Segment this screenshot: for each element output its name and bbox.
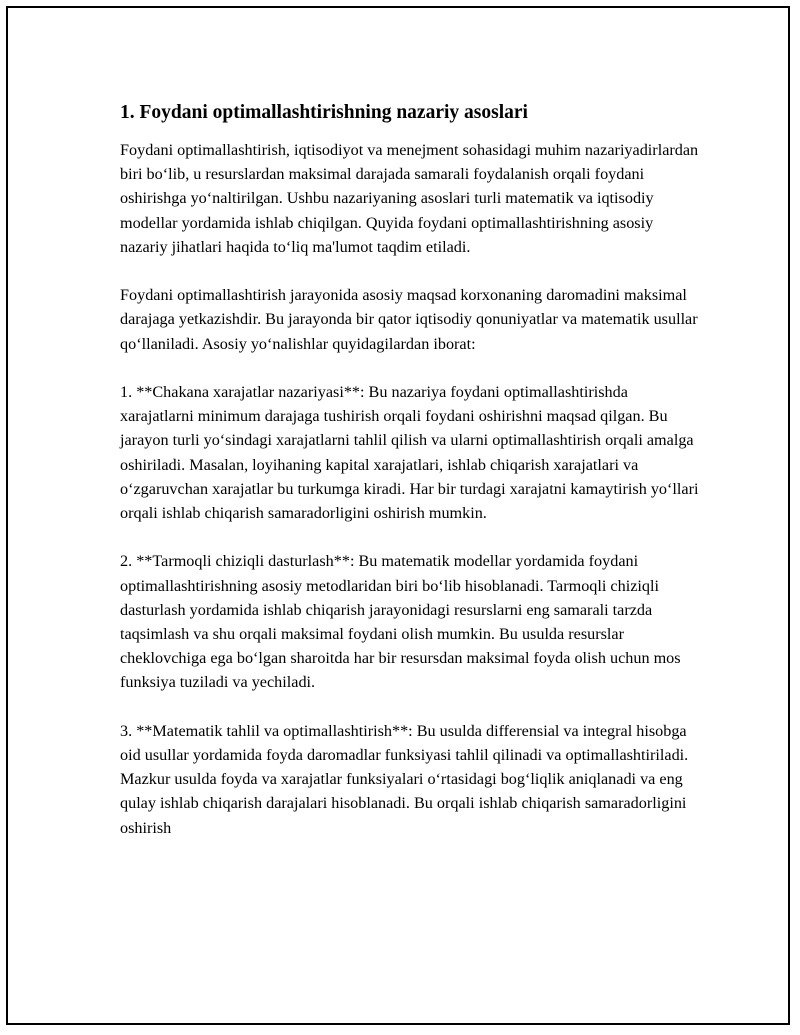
paragraph-item-1: 1. **Chakana xarajatlar nazariyasi**: Bu nazariya foydani optimallashtirishda xarajatlarni minimum darajaga tushirish orqali foydani oshirishni maqsad qilgan. Bu jarayon turli yo‘sindagi xarajatlarni tahlil qilish va ularni optimallashtirish orqali amalga oshiriladi. Masalan, loyihaning kapital xarajatlari, ishlab chiqarish xarajatlari va o‘zgaruvchan xarajatlar bu turkumga kiradi. Har bir turdagi xarajatni kamaytirish yo‘llari orqali ishlab chiqarish samaradorligini oshirish mumkin.	[120, 383, 699, 523]
paragraph-item-2: 2. **Tarmoqli chiziqli dasturlash**: Bu matematik modellar yordamida foydani optimallashtirishning asosiy metodlaridan biri bo‘lib hisoblanadi. Tarmoqli chiziqli dasturlash yordamida ishlab chiqarish jarayonidagi resurslarni eng samarali tarzda taqsimlash va shu orqali maksimal foydani olish mumkin. Bu usulda resurslar cheklovchiga ega bo‘lgan sharoitda har bir resursdan maksimal foyda olish uchun mos funksiya tuziladi va yechiladi.	[120, 552, 681, 692]
document-page	[6, 6, 790, 1025]
section-heading: 1. Foydani optimallashtirishning nazariy asoslari	[120, 102, 528, 123]
paragraph-item-3: 3. **Matematik tahlil va optimallashtirish**: Bu usulda differensial va integral hisobga oid usullar yordamida foyda daromadlar funksiyasi tahlil qilinadi va optimallashtiriladi. Mazkur usulda foyda va xarajatlar funksiyalari o‘rtasidagi bog‘liqlik aniqlanadi va eng qulay ishlab chiqarish darajalari hisoblanadi. Bu orqali ishlab chiqarish samaradorligini oshirish	[120, 721, 689, 837]
document-content	[120, 100, 700, 840]
paragraph-goal: Foydani optimallashtirish jarayonida asosiy maqsad korxonaning daromadini maksimal darajaga yetkazishdir. Bu jarayonda bir qator iqtisodiy qonuniyatlar va matematik usullar qo‘llaniladi. Asosiy yo‘nalishlar quyidagilardan iborat:	[120, 286, 698, 353]
paragraph-intro: Foydani optimallashtirish, iqtisodiyot va menejment sohasidagi muhim nazariyadirlardan biri bo‘lib, u resurslardan maksimal darajada samarali foydalanish orqali foydani oshirishga yo‘naltirilgan. Ushbu nazariyaning asoslari turli matematik va iqtisodiy modellar yordamida ishlab chiqilgan. Quyida foydani optimallashtirishning asosiy nazariy jihatlari haqida to‘liq ma'lumot taqdim etiladi.	[120, 141, 699, 256]
